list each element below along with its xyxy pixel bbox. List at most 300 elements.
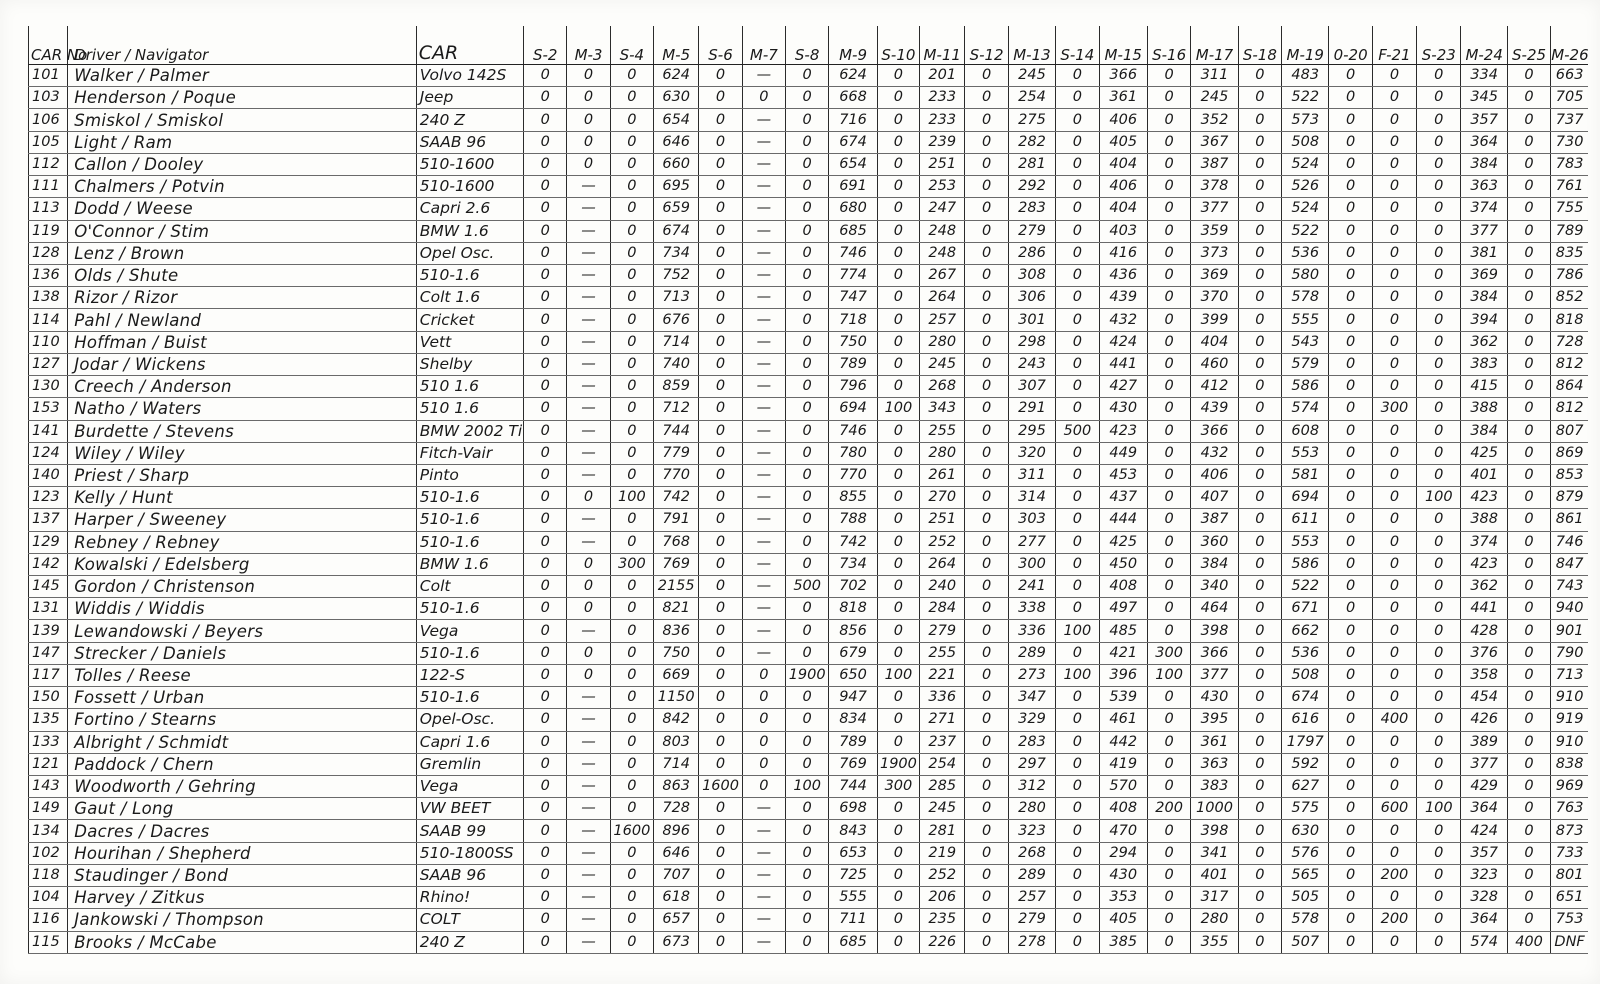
- stage-score-cell: 910: [1551, 731, 1588, 753]
- stage-score-cell: 0: [524, 909, 567, 931]
- stage-score-cell: 376: [1461, 642, 1507, 664]
- stage-score-cell: 539: [1099, 687, 1147, 709]
- stage-score-cell: 264: [920, 287, 965, 309]
- stage-score-cell: 340: [1191, 576, 1238, 598]
- stage-score-cell: —: [567, 242, 610, 264]
- stage-score-cell: 0: [1238, 309, 1281, 331]
- stage-score-cell: 0: [524, 464, 567, 486]
- car-number-cell: 131: [29, 598, 68, 620]
- car-number-cell: 117: [29, 664, 68, 686]
- stage-score-cell: 364: [1461, 131, 1507, 153]
- stage-score-cell: 505: [1282, 887, 1329, 909]
- stage-score-cell: 439: [1191, 398, 1238, 420]
- stage-score-cell: —: [567, 309, 610, 331]
- stage-score-cell: 0: [1238, 553, 1281, 575]
- stage-score-cell: 0: [699, 709, 742, 731]
- stage-score-cell: 0: [567, 153, 610, 175]
- stage-score-cell: 374: [1461, 531, 1507, 553]
- stage-score-cell: 485: [1099, 620, 1147, 642]
- stage-score-cell: —: [742, 331, 785, 353]
- stage-score-cell: 0: [1417, 598, 1461, 620]
- stage-score-cell: 0: [1507, 753, 1550, 775]
- stage-score-cell: 0: [786, 887, 829, 909]
- stage-score-cell: 0: [699, 820, 742, 842]
- stage-score-cell: 0: [1329, 131, 1372, 153]
- stage-score-cell: 526: [1282, 176, 1329, 198]
- stage-score-cell: 0: [1238, 509, 1281, 531]
- stage-score-cell: 0: [1238, 798, 1281, 820]
- stage-score-cell: 0: [1238, 576, 1281, 598]
- stage-score-cell: 0: [1056, 576, 1099, 598]
- stage-score-cell: 864: [1551, 376, 1588, 398]
- stage-score-cell: 536: [1282, 242, 1329, 264]
- car-model-cell: 510-1.6: [416, 687, 523, 709]
- results-table: [28, 26, 1588, 954]
- table-row: [29, 87, 1589, 109]
- car-number-cell: 105: [29, 131, 68, 153]
- stage-score-cell: 553: [1282, 442, 1329, 464]
- stage-score-cell: 0: [567, 487, 610, 509]
- stage-score-cell: —: [567, 353, 610, 375]
- stage-score-cell: —: [742, 620, 785, 642]
- stage-score-cell: 357: [1461, 842, 1507, 864]
- crew-cell: Woodworth / Gehring: [68, 776, 417, 798]
- stage-score-cell: —: [742, 642, 785, 664]
- stage-score-cell: 616: [1282, 709, 1329, 731]
- stage-score-cell: 662: [1282, 620, 1329, 642]
- stage-score-cell: 384: [1461, 420, 1507, 442]
- stage-score-cell: —: [567, 620, 610, 642]
- stage-score-cell: 0: [1507, 420, 1550, 442]
- stage-score-cell: 0: [1417, 309, 1461, 331]
- stage-score-cell: 0: [1238, 731, 1281, 753]
- stage-score-cell: 450: [1099, 553, 1147, 575]
- stage-score-cell: —: [742, 353, 785, 375]
- stage-score-cell: 0: [1238, 887, 1281, 909]
- crew-cell: O'Connor / Stim: [68, 220, 417, 242]
- stage-score-cell: 855: [829, 487, 877, 509]
- stage-score-cell: 680: [829, 198, 877, 220]
- stage-score-cell: —: [742, 309, 785, 331]
- stage-score-cell: 0: [1372, 464, 1416, 486]
- stage-score-cell: 251: [920, 509, 965, 531]
- stage-score-cell: 281: [920, 820, 965, 842]
- stage-score-cell: 812: [1551, 398, 1588, 420]
- stage-score-cell: 0: [524, 331, 567, 353]
- stage-score-cell: 0: [699, 331, 742, 353]
- table-row: [29, 909, 1589, 931]
- stage-score-cell: 0: [1329, 598, 1372, 620]
- stage-score-cell: 570: [1099, 776, 1147, 798]
- car-number-cell: 110: [29, 331, 68, 353]
- stage-score-cell: 398: [1191, 820, 1238, 842]
- stage-score-cell: 0: [1417, 820, 1461, 842]
- stage-score-cell: 0: [1417, 242, 1461, 264]
- header-stage: S-8: [786, 26, 829, 65]
- stage-score-cell: 363: [1191, 753, 1238, 775]
- car-number-cell: 150: [29, 687, 68, 709]
- stage-score-cell: 0: [1417, 264, 1461, 286]
- stage-score-cell: 0: [1507, 642, 1550, 664]
- stage-score-cell: —: [567, 287, 610, 309]
- stage-score-cell: 869: [1551, 442, 1588, 464]
- stage-score-cell: 405: [1099, 909, 1147, 931]
- stage-score-cell: 744: [829, 776, 877, 798]
- crew-cell: Smiskol / Smiskol: [68, 109, 417, 131]
- stage-score-cell: 0: [1147, 109, 1190, 131]
- stage-score-cell: 427: [1099, 376, 1147, 398]
- stage-score-cell: 352: [1191, 109, 1238, 131]
- stage-score-cell: 0: [1329, 709, 1372, 731]
- stage-score-cell: 0: [786, 731, 829, 753]
- stage-score-cell: 307: [1008, 376, 1055, 398]
- stage-score-cell: 0: [610, 931, 653, 953]
- stage-score-cell: 0: [1417, 531, 1461, 553]
- car-model-cell: Capri 1.6: [416, 731, 523, 753]
- stage-score-cell: 0: [524, 576, 567, 598]
- stage-score-cell: —: [567, 198, 610, 220]
- stage-score-cell: 280: [1191, 909, 1238, 931]
- stage-score-cell: 0: [1417, 642, 1461, 664]
- stage-score-cell: 0: [786, 864, 829, 886]
- table-row: [29, 131, 1589, 153]
- stage-score-cell: —: [742, 598, 785, 620]
- stage-score-cell: 770: [654, 464, 699, 486]
- stage-score-cell: 579: [1282, 353, 1329, 375]
- stage-score-cell: 536: [1282, 642, 1329, 664]
- stage-score-cell: 423: [1461, 487, 1507, 509]
- stage-score-cell: 0: [524, 420, 567, 442]
- stage-score-cell: 323: [1008, 820, 1055, 842]
- stage-score-cell: 253: [920, 176, 965, 198]
- stage-score-cell: 679: [829, 642, 877, 664]
- stage-score-cell: 576: [1282, 842, 1329, 864]
- stage-score-cell: 702: [829, 576, 877, 598]
- stage-score-cell: 0: [1507, 487, 1550, 509]
- stage-score-cell: 408: [1099, 576, 1147, 598]
- header-stage: S-23: [1417, 26, 1461, 65]
- stage-score-cell: 0: [965, 909, 1008, 931]
- stage-score-cell: 0: [699, 309, 742, 331]
- stage-score-cell: —: [742, 553, 785, 575]
- stage-score-cell: 0: [965, 553, 1008, 575]
- stage-score-cell: 401: [1191, 864, 1238, 886]
- table-row: [29, 376, 1589, 398]
- stage-score-cell: 0: [1329, 198, 1372, 220]
- stage-score-cell: 674: [1282, 687, 1329, 709]
- stage-score-cell: 728: [1551, 331, 1588, 353]
- stage-score-cell: 0: [965, 109, 1008, 131]
- stage-score-cell: 0: [877, 242, 919, 264]
- stage-score-cell: 0: [699, 509, 742, 531]
- stage-score-cell: 464: [1191, 598, 1238, 620]
- stage-score-cell: 0: [524, 220, 567, 242]
- stage-score-cell: —: [742, 65, 785, 87]
- stage-score-cell: 630: [1282, 820, 1329, 842]
- stage-score-cell: 0: [699, 264, 742, 286]
- stage-score-cell: 0: [1329, 220, 1372, 242]
- stage-score-cell: 406: [1191, 464, 1238, 486]
- stage-score-cell: 240: [920, 576, 965, 598]
- stage-score-cell: 0: [1372, 242, 1416, 264]
- table-row: [29, 65, 1589, 87]
- stage-score-cell: 0: [1147, 731, 1190, 753]
- stage-score-cell: 0: [1147, 487, 1190, 509]
- stage-score-cell: —: [742, 887, 785, 909]
- stage-score-cell: 285: [920, 776, 965, 798]
- stage-score-cell: 0: [1372, 664, 1416, 686]
- stage-score-cell: 0: [524, 687, 567, 709]
- car-number-cell: 115: [29, 931, 68, 953]
- stage-score-cell: 0: [1507, 109, 1550, 131]
- stage-score-cell: 0: [786, 87, 829, 109]
- stage-score-cell: 0: [742, 687, 785, 709]
- stage-score-cell: 650: [829, 664, 877, 686]
- stage-score-cell: 0: [699, 109, 742, 131]
- car-model-cell: Volvo 142S: [416, 65, 523, 87]
- stage-score-cell: 0: [699, 198, 742, 220]
- header-driver-navigator: Driver / Navigator: [68, 26, 417, 65]
- stage-score-cell: 0: [1417, 198, 1461, 220]
- stage-score-cell: 0: [1238, 687, 1281, 709]
- stage-score-cell: 283: [1008, 198, 1055, 220]
- stage-score-cell: 821: [654, 598, 699, 620]
- stage-score-cell: 0: [1329, 242, 1372, 264]
- car-model-cell: VW BEET: [416, 798, 523, 820]
- stage-score-cell: 261: [920, 464, 965, 486]
- stage-score-cell: 0: [1507, 65, 1550, 87]
- stage-score-cell: 254: [920, 753, 965, 775]
- stage-score-cell: 0: [742, 664, 785, 686]
- stage-score-cell: 0: [1147, 931, 1190, 953]
- stage-score-cell: 355: [1191, 931, 1238, 953]
- stage-score-cell: 264: [920, 553, 965, 575]
- stage-score-cell: 0: [786, 709, 829, 731]
- stage-score-cell: 575: [1282, 798, 1329, 820]
- stage-score-cell: 0: [610, 709, 653, 731]
- stage-score-cell: 0: [1056, 887, 1099, 909]
- stage-score-cell: 522: [1282, 87, 1329, 109]
- stage-score-cell: 668: [829, 87, 877, 109]
- stage-score-cell: 910: [1551, 687, 1588, 709]
- stage-score-cell: 283: [1008, 731, 1055, 753]
- stage-score-cell: 779: [654, 442, 699, 464]
- stage-score-cell: 676: [654, 309, 699, 331]
- stage-score-cell: 366: [1191, 642, 1238, 664]
- table-row: [29, 664, 1589, 686]
- stage-score-cell: 725: [829, 864, 877, 886]
- stage-score-cell: 0: [1056, 864, 1099, 886]
- stage-score-cell: —: [742, 131, 785, 153]
- stage-score-cell: 395: [1191, 709, 1238, 731]
- car-model-cell: 510-1.6: [416, 487, 523, 509]
- stage-score-cell: 0: [1056, 198, 1099, 220]
- stage-score-cell: 0: [1417, 176, 1461, 198]
- stage-score-cell: 0: [1507, 576, 1550, 598]
- stage-score-cell: —: [567, 442, 610, 464]
- stage-score-cell: 789: [1551, 220, 1588, 242]
- car-model-cell: 510-1600: [416, 176, 523, 198]
- stage-score-cell: 2155: [654, 576, 699, 598]
- stage-score-cell: 0: [1056, 464, 1099, 486]
- stage-score-cell: 742: [829, 531, 877, 553]
- stage-score-cell: 0: [1372, 687, 1416, 709]
- stage-score-cell: —: [567, 842, 610, 864]
- stage-score-cell: 389: [1461, 731, 1507, 753]
- stage-score-cell: 251: [920, 153, 965, 175]
- stage-score-cell: 0: [610, 776, 653, 798]
- header-stage: S-12: [965, 26, 1008, 65]
- stage-score-cell: 0: [1372, 109, 1416, 131]
- stage-score-cell: 0: [1507, 309, 1550, 331]
- stage-score-cell: 0: [1507, 398, 1550, 420]
- stage-score-cell: 0: [877, 442, 919, 464]
- stage-score-cell: 0: [786, 376, 829, 398]
- crew-cell: Natho / Waters: [68, 398, 417, 420]
- stage-score-cell: 0: [786, 287, 829, 309]
- stage-score-cell: 0: [1329, 842, 1372, 864]
- stage-score-cell: 734: [654, 242, 699, 264]
- car-model-cell: 510-1.6: [416, 531, 523, 553]
- stage-score-cell: 580: [1282, 264, 1329, 286]
- stage-score-cell: 384: [1461, 287, 1507, 309]
- stage-score-cell: 0: [786, 509, 829, 531]
- stage-score-cell: 624: [654, 65, 699, 87]
- stage-score-cell: 0: [699, 420, 742, 442]
- stage-score-cell: 0: [1417, 376, 1461, 398]
- stage-score-cell: 0: [1147, 776, 1190, 798]
- stage-score-cell: 497: [1099, 598, 1147, 620]
- stage-score-cell: 361: [1191, 731, 1238, 753]
- stage-score-cell: 0: [786, 242, 829, 264]
- stage-score-cell: 311: [1191, 65, 1238, 87]
- stage-score-cell: 0: [877, 642, 919, 664]
- stage-score-cell: —: [742, 109, 785, 131]
- stage-score-cell: 0: [1372, 487, 1416, 509]
- stage-score-cell: 0: [965, 642, 1008, 664]
- stage-score-cell: 0: [1372, 198, 1416, 220]
- stage-score-cell: 255: [920, 642, 965, 664]
- stage-score-cell: 0: [877, 487, 919, 509]
- stage-score-cell: 0: [524, 376, 567, 398]
- table-row: [29, 153, 1589, 175]
- stage-score-cell: 336: [920, 687, 965, 709]
- stage-score-cell: 0: [1147, 709, 1190, 731]
- table-row: [29, 687, 1589, 709]
- stage-score-cell: 714: [654, 331, 699, 353]
- stage-score-cell: 426: [1461, 709, 1507, 731]
- stage-score-cell: 0: [1329, 798, 1372, 820]
- stage-score-cell: 364: [1461, 909, 1507, 931]
- stage-score-cell: 0: [610, 687, 653, 709]
- stage-score-cell: 0: [965, 131, 1008, 153]
- stage-score-cell: 0: [524, 176, 567, 198]
- car-model-cell: Gremlin: [416, 753, 523, 775]
- stage-score-cell: 0: [1238, 753, 1281, 775]
- stage-score-cell: 852: [1551, 287, 1588, 309]
- table-body: [29, 65, 1589, 954]
- stage-score-cell: 728: [654, 798, 699, 820]
- stage-score-cell: 0: [1147, 598, 1190, 620]
- stage-score-cell: 0: [786, 153, 829, 175]
- car-model-cell: Colt: [416, 576, 523, 598]
- stage-score-cell: 0: [877, 731, 919, 753]
- stage-score-cell: 654: [829, 153, 877, 175]
- stage-score-cell: 694: [1282, 487, 1329, 509]
- header-stage: M-9: [829, 26, 877, 65]
- stage-score-cell: 553: [1282, 531, 1329, 553]
- stage-score-cell: 419: [1099, 753, 1147, 775]
- stage-score-cell: 0: [877, 109, 919, 131]
- stage-score-cell: 306: [1008, 287, 1055, 309]
- stage-score-cell: 0: [1372, 176, 1416, 198]
- stage-score-cell: 303: [1008, 509, 1055, 531]
- stage-score-cell: 0: [1056, 153, 1099, 175]
- stage-score-cell: 366: [1191, 420, 1238, 442]
- stage-score-cell: 428: [1461, 620, 1507, 642]
- stage-score-cell: 843: [829, 820, 877, 842]
- stage-score-cell: 0: [1507, 909, 1550, 931]
- stage-score-cell: 0: [786, 753, 829, 775]
- stage-score-cell: 0: [1329, 420, 1372, 442]
- stage-score-cell: 0: [1372, 287, 1416, 309]
- stage-score-cell: 0: [1372, 420, 1416, 442]
- stage-score-cell: 323: [1461, 864, 1507, 886]
- stage-score-cell: 0: [699, 87, 742, 109]
- stage-score-cell: 0: [877, 576, 919, 598]
- table-row: [29, 398, 1589, 420]
- stage-score-cell: 0: [1372, 331, 1416, 353]
- stage-score-cell: 100: [877, 664, 919, 686]
- stage-score-cell: 0: [524, 709, 567, 731]
- stage-score-cell: 461: [1099, 709, 1147, 731]
- stage-score-cell: 0: [1056, 642, 1099, 664]
- stage-score-cell: 221: [920, 664, 965, 686]
- stage-score-cell: 671: [1282, 598, 1329, 620]
- car-number-cell: 114: [29, 309, 68, 331]
- stage-score-cell: 312: [1008, 776, 1055, 798]
- stage-score-cell: 0: [1507, 687, 1550, 709]
- crew-cell: Hoffman / Buist: [68, 331, 417, 353]
- stage-score-cell: —: [742, 442, 785, 464]
- stage-score-cell: 406: [1099, 176, 1147, 198]
- stage-score-cell: 0: [965, 598, 1008, 620]
- stage-score-cell: 586: [1282, 376, 1329, 398]
- stage-score-cell: 0: [786, 598, 829, 620]
- stage-score-cell: 543: [1282, 331, 1329, 353]
- stage-score-cell: 388: [1461, 509, 1507, 531]
- stage-score-cell: 0: [610, 287, 653, 309]
- stage-score-cell: 400: [1372, 709, 1416, 731]
- stage-score-cell: 0: [877, 376, 919, 398]
- stage-score-cell: 0: [699, 131, 742, 153]
- stage-score-cell: 0: [1056, 687, 1099, 709]
- stage-score-cell: 0: [1056, 553, 1099, 575]
- header-stage: M-13: [1008, 26, 1055, 65]
- stage-score-cell: 0: [524, 309, 567, 331]
- stage-score-cell: 0: [1417, 553, 1461, 575]
- table-row: [29, 287, 1589, 309]
- car-number-cell: 118: [29, 864, 68, 886]
- stage-score-cell: 0: [1372, 131, 1416, 153]
- car-number-cell: 134: [29, 820, 68, 842]
- stage-score-cell: 364: [1461, 798, 1507, 820]
- table-row: [29, 264, 1589, 286]
- stage-score-cell: 0: [1417, 776, 1461, 798]
- car-model-cell: SAAB 96: [416, 131, 523, 153]
- stage-score-cell: 0: [1056, 65, 1099, 87]
- stage-score-cell: 0: [1056, 598, 1099, 620]
